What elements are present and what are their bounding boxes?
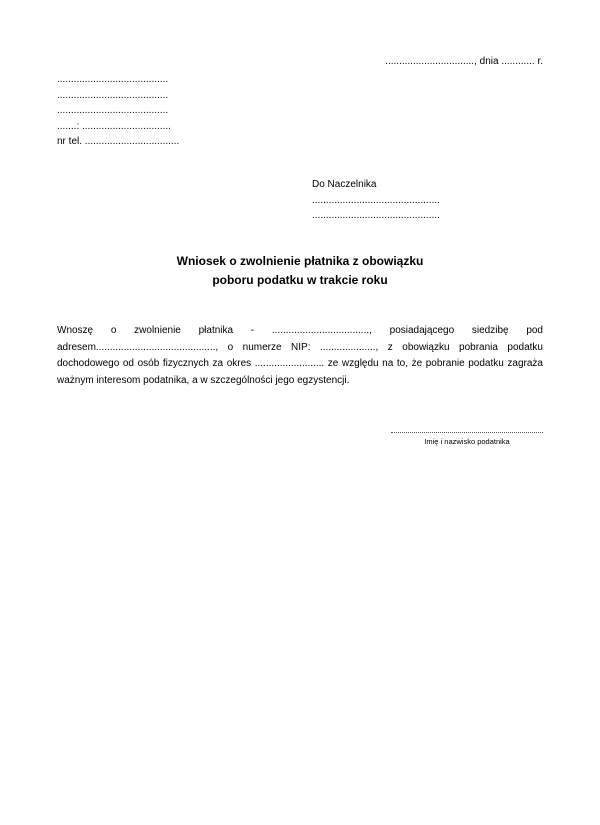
recipient-line: .............................................. xyxy=(312,194,440,206)
signature-line xyxy=(391,432,543,433)
sender-line: ........................................ xyxy=(57,105,169,116)
signature-caption: Imię i nazwisko podatnika xyxy=(424,437,510,446)
body-paragraph: Wnoszę o zwolnienie płatnika - ..................................., posiadającego siedzibę pod adresem..........................................., o numerze NIP: ...................., z obowiązku pobrania podatku dochodowego od osób fizycznych za okres ......................... ze względu na to, że pobranie podatku zagraża ważnym interesom podatnika, a w szczególności jego egzystencji. xyxy=(57,325,543,386)
sender-line: ........................................ xyxy=(57,89,169,101)
sender-line: .......: ................................ xyxy=(57,120,171,132)
recipient-heading: Do Naczelnika xyxy=(312,179,377,190)
document-title xyxy=(0,252,600,290)
title-line-2: poboru podatku w trakcie roku xyxy=(212,273,388,287)
signature-block xyxy=(391,432,543,446)
sender-block xyxy=(57,72,179,150)
recipient-line: .............................................. xyxy=(312,210,440,221)
place-date-line: ................................, dnia ............ r. xyxy=(385,56,543,67)
sender-line: ........................................ xyxy=(57,74,169,85)
sender-phone-line: nr tel. .................................. xyxy=(57,136,180,147)
title-line-1: Wniosek o zwolnienie płatnika z obowiązku xyxy=(176,254,424,268)
recipient-block xyxy=(312,177,440,224)
